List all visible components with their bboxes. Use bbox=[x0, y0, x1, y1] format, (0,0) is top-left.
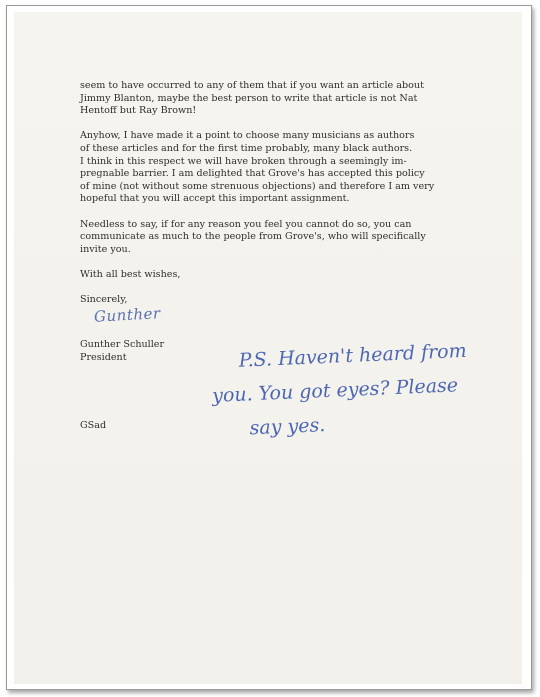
postscript-line-1: P.S. Haven't heard from bbox=[238, 339, 468, 372]
closing-wishes: With all best wishes, bbox=[80, 268, 181, 280]
paragraph-2: Anyhow, I have made it a point to choose many musicians as authors of these articles and for the first time probably, many black authors. I think in this respect we will have broken through a seemingly im- pregnable barrier. I am delighted that Grove's has accepted this policy of mine (not without some strenuous objections) and therefore I am very hopeful that you will accept this important assignment. bbox=[80, 130, 435, 205]
letter-body bbox=[80, 80, 500, 319]
paragraph-3: Needless to say, if for any reason you feel you cannot do so, you can communicate as much to the people from Grove's, who will specifically invite you. bbox=[80, 218, 426, 255]
signer-name: Gunther Schuller bbox=[80, 339, 165, 350]
postscript-line-2: you. You got eyes? Please bbox=[211, 374, 459, 407]
paragraph-1: seem to have occurred to any of them that if you want an article about Jimmy Blanton, maybe the best person to write that article is not Nat Hentoff but Ray Brown! bbox=[80, 80, 424, 117]
sign-off: Sincerely, bbox=[80, 294, 128, 306]
postscript-line-3: say yes. bbox=[249, 414, 326, 440]
handwritten-postscript bbox=[210, 331, 524, 446]
signer-title: President bbox=[80, 351, 127, 363]
handwritten-signature: Gunther bbox=[93, 304, 161, 326]
signer-block bbox=[80, 339, 164, 364]
typist-initials: GSad bbox=[80, 420, 107, 431]
